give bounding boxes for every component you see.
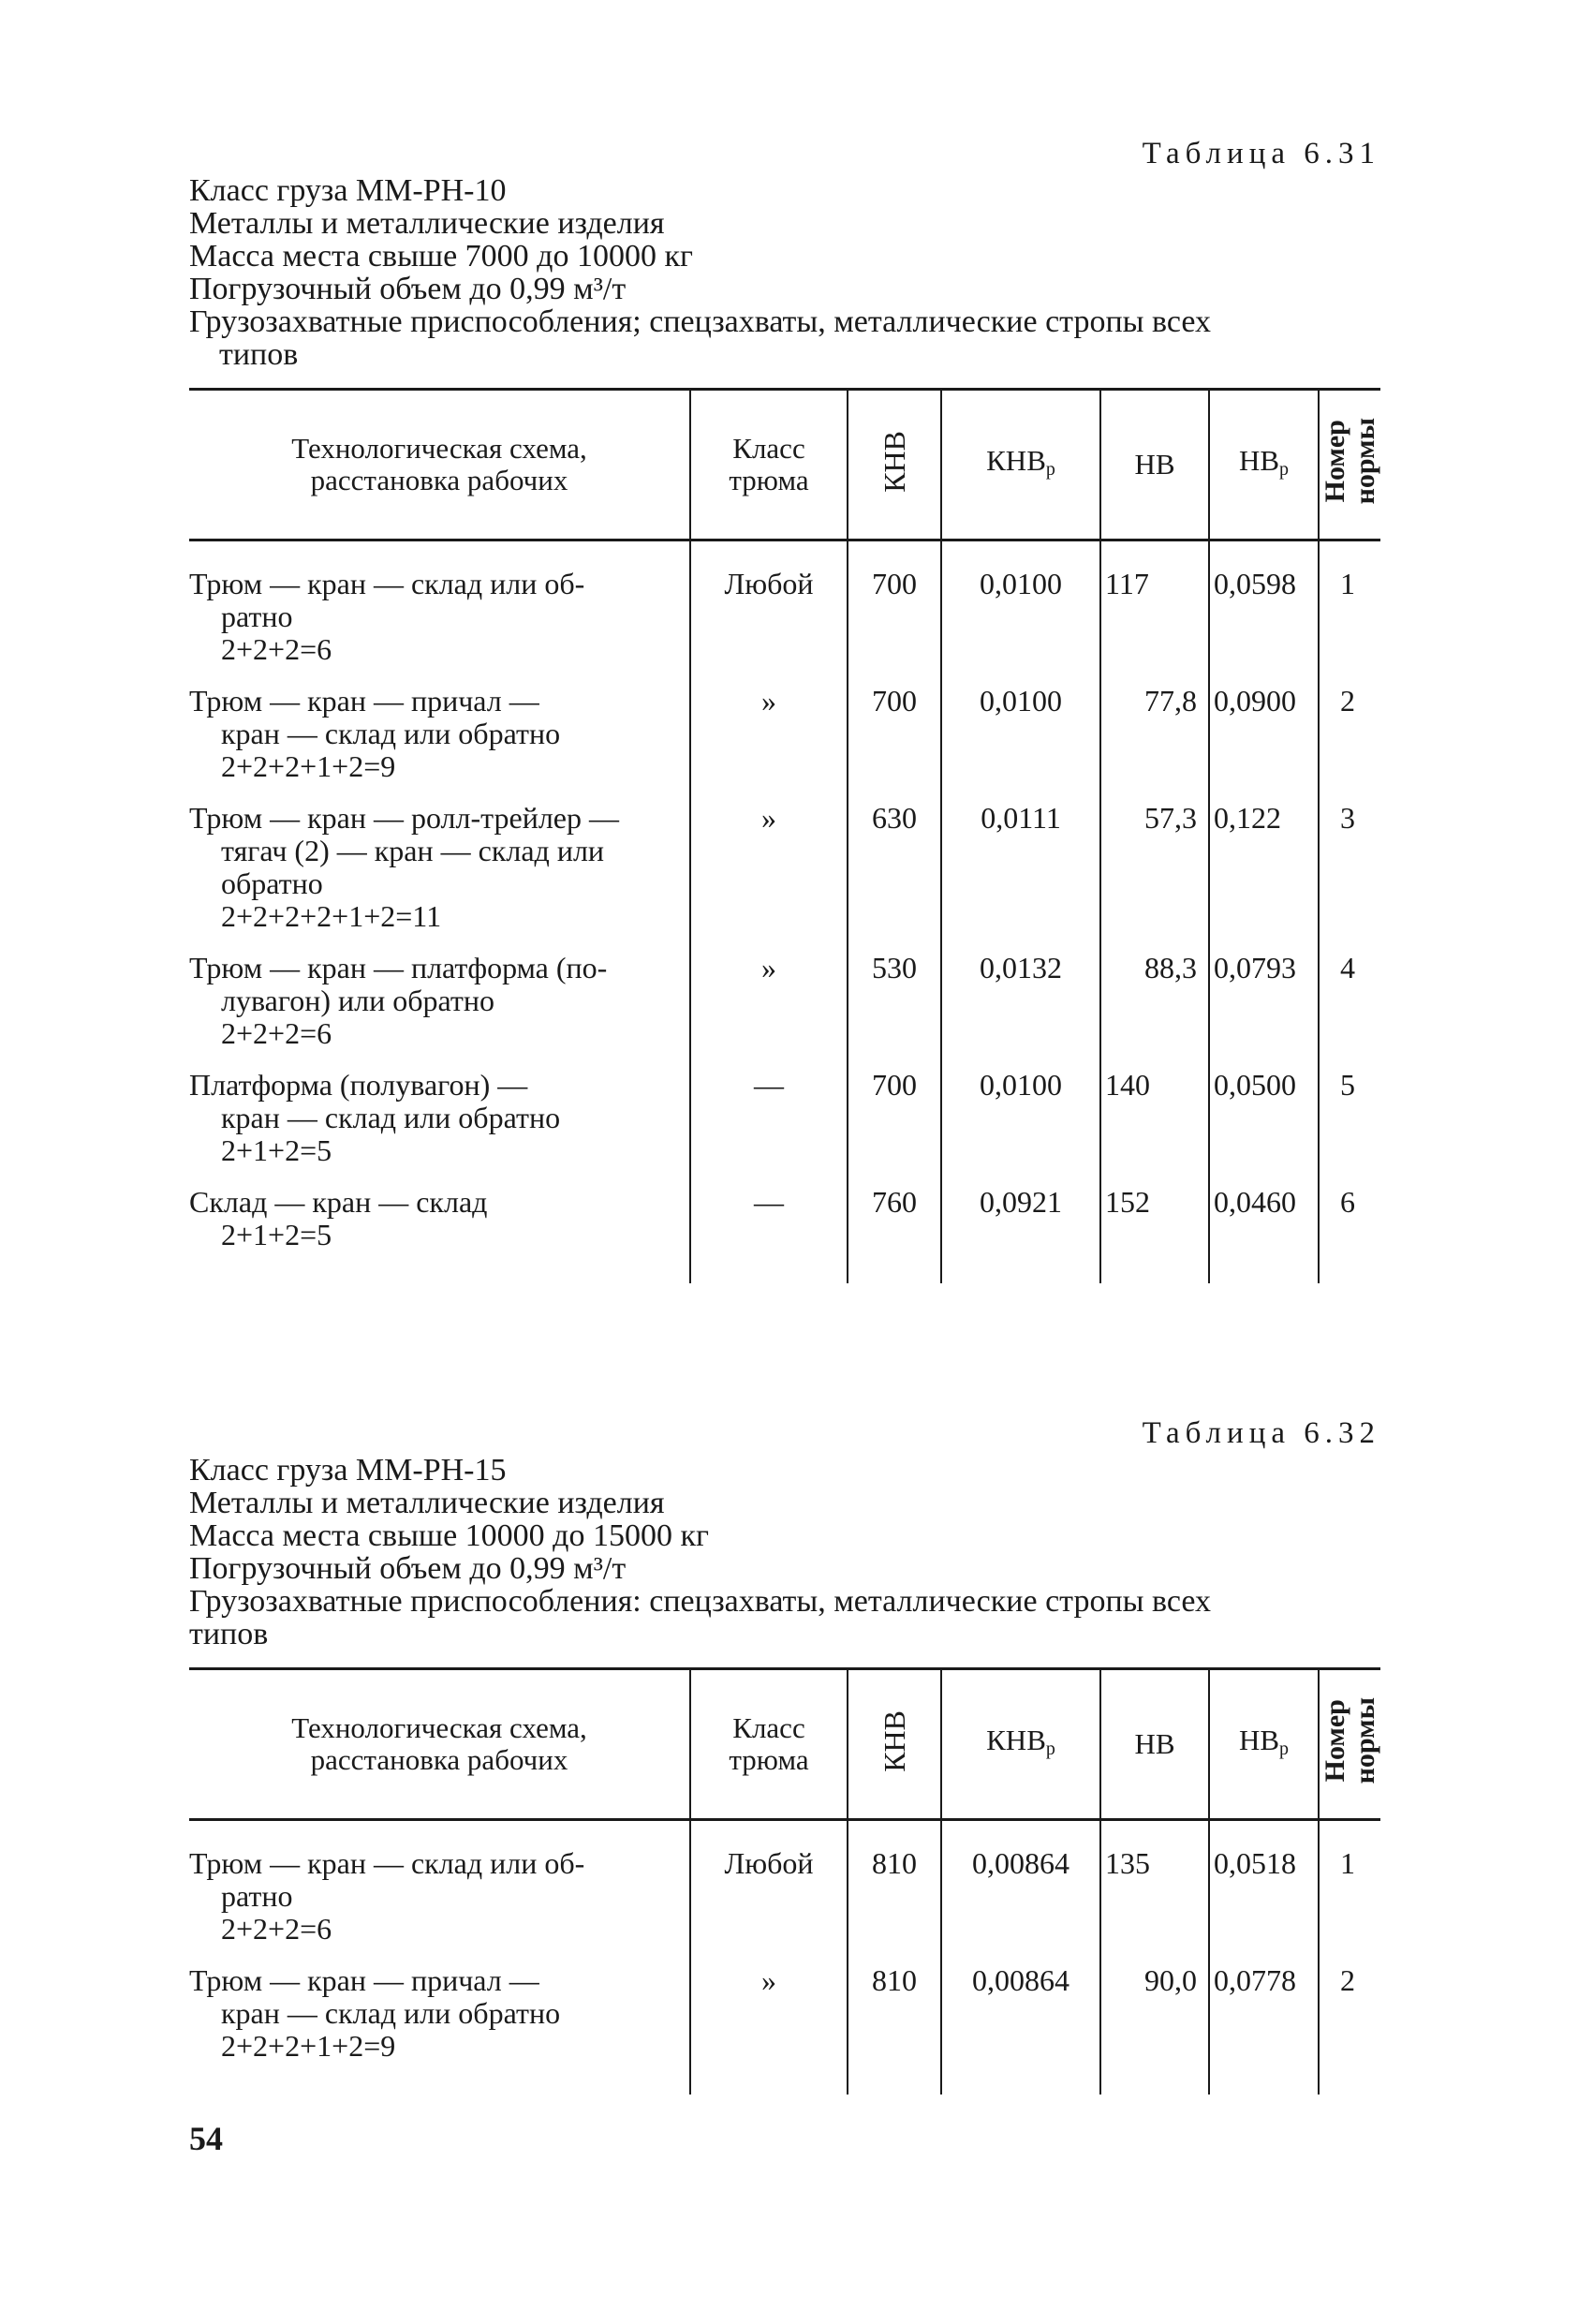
nv-cell: 57,3 (1100, 802, 1209, 952)
knv-r-cell: 0,0100 (941, 685, 1100, 802)
cargo-devices-cont: типов (219, 337, 299, 372)
header-norm-no: Номер нормы (1319, 1669, 1380, 1820)
header-scheme: Технологическая схема, расстановка рабочих (291, 432, 587, 496)
scheme-line: Трюм — кран — склад или об- (189, 1846, 585, 1880)
scheme-line: лувагон) или обратно (221, 984, 494, 1017)
table-row (189, 1069, 1380, 1186)
hold-class-cell: Любой (690, 1820, 848, 1965)
scheme-line: Платформа (полувагон) — (189, 1068, 528, 1102)
knv-r-cell: 0,0100 (941, 1069, 1100, 1186)
table-row (189, 952, 1380, 1069)
scheme-cell (189, 540, 690, 686)
hold-class-cell: — (690, 1186, 848, 1283)
nv-r-cell: 0,0598 (1209, 540, 1319, 686)
nv-r-cell: 0,0500 (1209, 1069, 1319, 1186)
knv-cell: 700 (848, 1069, 941, 1186)
hold-class-cell: » (690, 802, 848, 952)
hold-class-cell: » (690, 685, 848, 802)
knv-cell: 810 (848, 1820, 941, 1965)
cargo-meta (189, 1454, 1380, 1650)
table-row (189, 1186, 1380, 1283)
hold-class-cell: Любой (690, 540, 848, 686)
norm-no-cell: 2 (1319, 685, 1380, 802)
scheme-line: кран — склад или обратно (221, 1101, 561, 1134)
cargo-mass: Масса места свыше 7000 до 10000 кг (189, 239, 693, 274)
scheme-line: Трюм — кран — причал — (189, 684, 539, 718)
knv-r-cell: 0,0111 (941, 802, 1100, 952)
knv-cell: 810 (848, 1964, 941, 2095)
nv-r-cell: 0,0460 (1209, 1186, 1319, 1283)
header-knv: КНВ (848, 390, 941, 540)
cargo-meta (189, 174, 1380, 371)
page-number: 54 (189, 2120, 223, 2157)
cargo-devices-cont: типов (189, 1617, 269, 1651)
scheme-cell (189, 1069, 690, 1186)
knv-cell: 630 (848, 802, 941, 952)
table-number: Таблица 6.31 (1142, 137, 1380, 170)
norm-no-cell: 2 (1319, 1964, 1380, 2095)
nv-cell: 152 (1100, 1186, 1209, 1283)
scheme-cell (189, 1964, 690, 2095)
nv-r-cell: 0,0778 (1209, 1964, 1319, 2095)
scheme-line: 2+2+2=6 (221, 1912, 332, 1946)
hold-class-cell: — (690, 1069, 848, 1186)
header-hold-class: Класс трюма (690, 390, 848, 540)
scheme-line: кран — склад или обратно (221, 717, 561, 750)
cargo-mass: Масса места свыше 10000 до 15000 кг (189, 1518, 709, 1553)
scheme-line: ратно (221, 1879, 293, 1913)
scheme-line: Склад — кран — склад (189, 1185, 488, 1219)
table-row (189, 802, 1380, 952)
knv-r-cell: 0,0100 (941, 540, 1100, 686)
knv-r-cell: 0,0921 (941, 1186, 1100, 1283)
scheme-line: 2+1+2=5 (221, 1133, 332, 1167)
knv-r-cell: 0,00864 (941, 1964, 1100, 2095)
scheme-line: 2+1+2=5 (221, 1218, 332, 1251)
cargo-devices: Грузозахватные приспособления; спецзахваты, металлические стропы всех (189, 304, 1211, 339)
knv-r-cell: 0,0132 (941, 952, 1100, 1069)
scheme-line: 2+2+2=6 (221, 632, 332, 666)
norm-no-cell: 6 (1319, 1186, 1380, 1283)
scheme-line: Трюм — кран — платформа (по- (189, 951, 608, 984)
scheme-line: ратно (221, 600, 293, 633)
scheme-line: 2+2+2+1+2=9 (221, 2029, 396, 2063)
table-header-row (189, 1669, 1380, 1820)
scheme-cell (189, 952, 690, 1069)
nv-r-cell: 0,122 (1209, 802, 1319, 952)
norms-table (189, 1667, 1380, 2095)
table-row (189, 1964, 1380, 2095)
nv-cell: 77,8 (1100, 685, 1209, 802)
header-knv: КНВ (848, 1669, 941, 1820)
norm-no-cell: 3 (1319, 802, 1380, 952)
knv-cell: 700 (848, 685, 941, 802)
norm-no-cell: 4 (1319, 952, 1380, 1069)
nv-r-cell: 0,0518 (1209, 1820, 1319, 1965)
cargo-volume: Погрузочный объем до 0,99 м³/т (189, 272, 627, 306)
norm-no-cell: 1 (1319, 540, 1380, 686)
scheme-cell (189, 1820, 690, 1965)
header-scheme: Технологическая схема, расстановка рабочих (291, 1711, 587, 1776)
header-nv-r: $НВ_р$ (1209, 1669, 1319, 1820)
knv-cell: 760 (848, 1186, 941, 1283)
header-nv: НВ (1100, 1669, 1209, 1820)
knv-r-cell: 0,00864 (941, 1820, 1100, 1965)
header-hold-class: Класс трюма (690, 1669, 848, 1820)
header-knv-r: $КНВ_р$ (941, 390, 1100, 540)
scheme-line: 2+2+2+2+1+2=11 (221, 899, 442, 933)
header-nv-r: $НВ_р$ (1209, 390, 1319, 540)
scheme-line: тягач (2) — кран — склад или (221, 834, 605, 867)
scheme-line: Трюм — кран — ролл-трейлер — (189, 801, 619, 835)
nv-r-cell: 0,0793 (1209, 952, 1319, 1069)
scheme-line: Трюм — кран — причал — (189, 1963, 539, 1997)
cargo-volume: Погрузочный объем до 0,99 м³/т (189, 1551, 627, 1586)
nv-r-cell: 0,0900 (1209, 685, 1319, 802)
table-section-6-31 (189, 133, 1380, 1283)
scheme-line: обратно (221, 866, 323, 900)
scheme-cell (189, 685, 690, 802)
norm-no-cell: 5 (1319, 1069, 1380, 1186)
norms-table (189, 388, 1380, 1283)
table-section-6-32 (189, 1413, 1380, 2095)
scheme-line: кран — склад или обратно (221, 1996, 561, 2030)
scheme-line: 2+2+2=6 (221, 1016, 332, 1050)
table-number: Таблица 6.32 (1142, 1416, 1380, 1450)
hold-class-cell: » (690, 952, 848, 1069)
nv-cell: 117 (1100, 540, 1209, 686)
table-row (189, 1820, 1380, 1965)
knv-cell: 700 (848, 540, 941, 686)
cargo-class: Класс груза ММ-РН-10 (189, 173, 507, 208)
scheme-cell (189, 1186, 690, 1283)
nv-cell: 88,3 (1100, 952, 1209, 1069)
cargo-class: Класс груза ММ-РН-15 (189, 1453, 507, 1488)
header-nv: НВ (1100, 390, 1209, 540)
knv-cell: 530 (848, 952, 941, 1069)
header-norm-no: Номер нормы (1319, 390, 1380, 540)
scheme-line: Трюм — кран — склад или об- (189, 567, 585, 600)
nv-cell: 90,0 (1100, 1964, 1209, 2095)
hold-class-cell: » (690, 1964, 848, 2095)
table-row (189, 685, 1380, 802)
scheme-line: 2+2+2+1+2=9 (221, 749, 396, 783)
header-knv-r: $КНВ_р$ (941, 1669, 1100, 1820)
cargo-devices: Грузозахватные приспособления: спецзахваты, металлические стропы всех (189, 1584, 1211, 1619)
scheme-cell (189, 802, 690, 952)
cargo-description: Металлы и металлические изделия (189, 206, 665, 241)
table-header-row (189, 390, 1380, 540)
norm-no-cell: 1 (1319, 1820, 1380, 1965)
table-row (189, 540, 1380, 686)
nv-cell: 140 (1100, 1069, 1209, 1186)
cargo-description: Металлы и металлические изделия (189, 1486, 665, 1520)
nv-cell: 135 (1100, 1820, 1209, 1965)
